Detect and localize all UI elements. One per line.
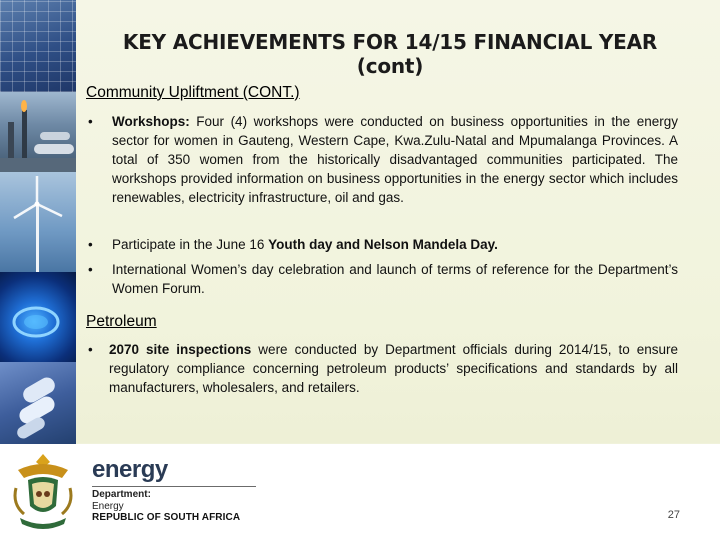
item-text: were conducted by Department officials during 2014/15, to ensure regulatory compliance concerning petroleum products’ specifications and standards by all manufacturers, wholesalers, and retailers. xyxy=(109,342,679,395)
bullet-icon: • xyxy=(88,262,93,277)
section-heading-community: Community Upliftment (CONT.) xyxy=(86,84,300,101)
page-number: 27 xyxy=(667,509,680,521)
coat-of-arms-icon xyxy=(6,448,80,534)
bullet-icon: • xyxy=(88,342,93,357)
country-name: REPUBLIC OF SOUTH AFRICA xyxy=(92,512,241,523)
item-text: Four (4) workshops were conducted on business opportunities in the energy sector for women in Gauteng, Western Cape, Kwa.Zulu-Natal and Mpumalanga Provinces. A total of 350 women from the historically disadvantaged communities participated. The workshops provided information on business opportunities in the energy sector which includes renewables, electricity infrastructure, oil and gas. xyxy=(112,114,678,205)
department-name: Energy xyxy=(92,501,124,512)
list-item-womens-day xyxy=(86,260,678,300)
item-text: Participate in the June 16 xyxy=(112,237,269,252)
solar-panel-image xyxy=(0,0,76,92)
item-text: International Women’s day celebration and launch of terms of reference for the Department’s Women Forum. xyxy=(112,262,678,296)
bullet-icon: • xyxy=(88,237,93,252)
bullet-icon: • xyxy=(88,114,93,129)
department-label: Department: xyxy=(92,489,151,500)
light-bulb-image xyxy=(0,362,76,444)
section-heading-petroleum: Petroleum xyxy=(86,313,157,330)
list-item-youth-day xyxy=(86,235,678,255)
slide-title: KEY ACHIEVEMENTS FOR 14/15 FINANCIAL YEAR (cont) xyxy=(122,30,658,78)
wind-turbine-image xyxy=(0,172,76,272)
divider xyxy=(92,486,256,487)
bold-lead: 2070 site inspections xyxy=(109,342,252,357)
list-item-site-inspections xyxy=(86,340,678,398)
gas-flame-image xyxy=(0,272,76,362)
oil-refinery-image xyxy=(0,92,76,172)
brand-energy-wordmark: energy xyxy=(92,456,168,483)
energy-image-strip xyxy=(0,0,76,444)
bold-lead: Workshops: xyxy=(112,114,190,129)
list-item-workshops xyxy=(86,112,678,226)
bold-part: Youth day and Nelson Mandela Day. xyxy=(268,237,498,252)
